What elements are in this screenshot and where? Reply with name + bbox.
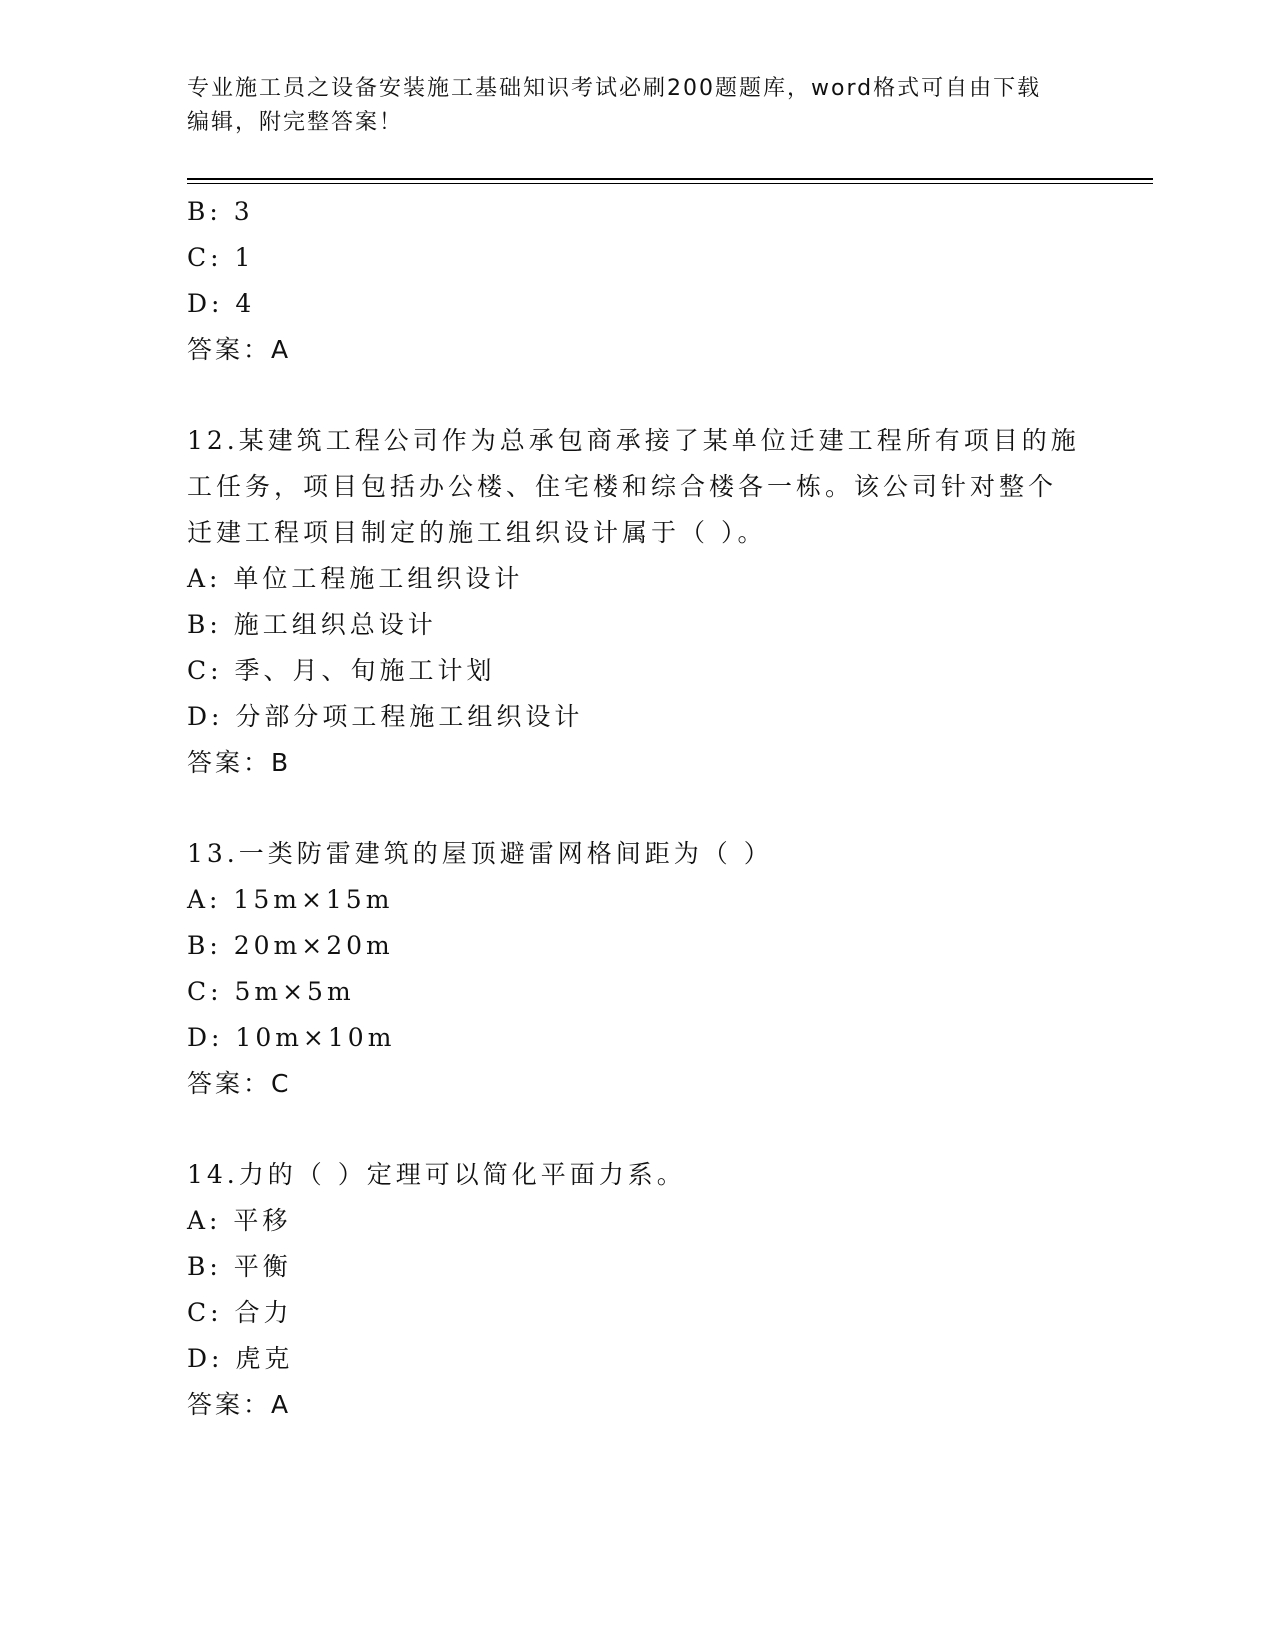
question-12	[187, 418, 1087, 786]
option-b: B: 20m×20m	[187, 931, 394, 960]
question-stem: 12.某建筑工程公司作为总承包商承接了某单位迁建工程所有项目的施	[187, 426, 1080, 455]
question-11-continued	[187, 189, 1087, 373]
question-stem: 迁建工程项目制定的施工组织设计属于（ ）。	[187, 518, 767, 547]
question-stem: 工任务，项目包括办公楼、住宅楼和综合楼各一栋。该公司针对整个	[187, 472, 1058, 501]
option-b: B: 平衡	[187, 1252, 292, 1281]
answer-label: 答案：A	[187, 335, 292, 364]
option-d: D: 10m×10m	[187, 1023, 396, 1052]
option-b: B: 3	[187, 197, 254, 226]
question-list	[187, 189, 1087, 1428]
answer-label: 答案：B	[187, 748, 292, 777]
option-a: A: 平移	[187, 1206, 292, 1235]
option-d: D: 4	[187, 289, 256, 318]
option-d: D: 分部分项工程施工组织设计	[187, 702, 584, 731]
option-d: D: 虎克	[187, 1344, 294, 1373]
header-line-1: 专业施工员之设备安装施工基础知识考试必刷200题题库，word格式可自由下载	[187, 76, 1042, 101]
option-a: A: 单位工程施工组织设计	[187, 564, 524, 593]
answer-label: 答案：A	[187, 1390, 292, 1419]
option-a: A: 15m×15m	[187, 885, 394, 914]
question-stem: 14.力的（ ）定理可以简化平面力系。	[187, 1160, 686, 1189]
header-divider-thick	[187, 178, 1153, 180]
question-14	[187, 1152, 1087, 1428]
option-c: C: 季、月、旬施工计划	[187, 656, 496, 685]
question-13	[187, 831, 1087, 1107]
header-divider-thin	[187, 183, 1153, 184]
option-c: C: 合力	[187, 1298, 293, 1327]
header-line-2: 编辑，附完整答案！	[187, 110, 404, 135]
question-stem: 13.一类防雷建筑的屋顶避雷网格间距为（ ）	[187, 839, 773, 868]
answer-label: 答案：C	[187, 1069, 292, 1098]
document-header	[187, 72, 1087, 140]
option-c: C: 5m×5m	[187, 977, 355, 1006]
option-b: B: 施工组织总设计	[187, 610, 437, 639]
option-c: C: 1	[187, 243, 255, 272]
